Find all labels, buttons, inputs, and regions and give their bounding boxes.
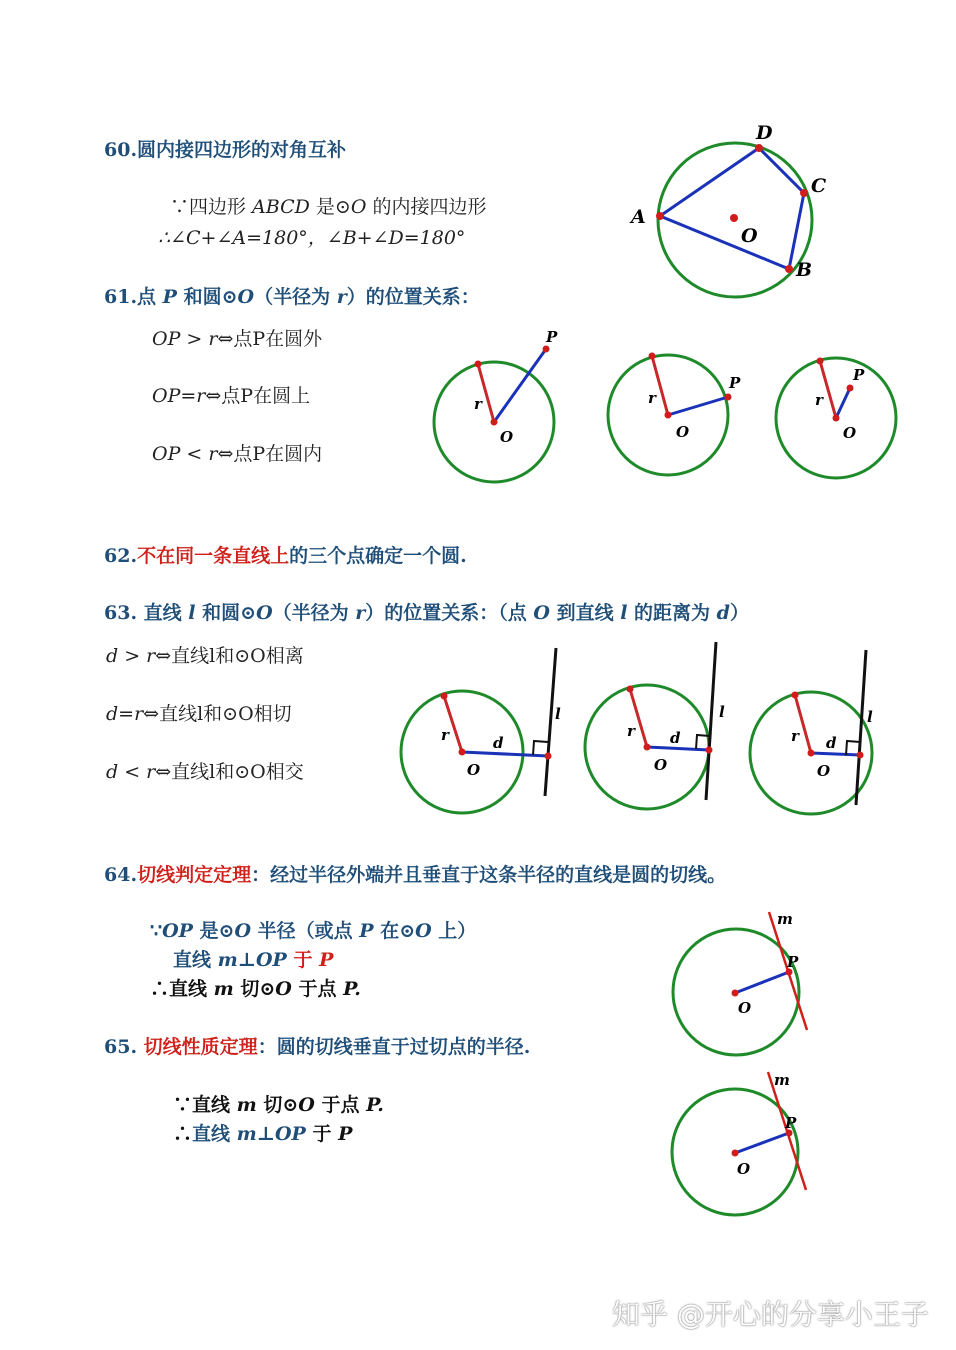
center-o — [491, 419, 498, 426]
text: ⇔直线l和⊙O相交 — [155, 761, 304, 783]
label-m: m — [774, 1071, 790, 1089]
text: 62. — [104, 545, 138, 567]
label-o: O — [467, 761, 481, 779]
figure-63-line-tangent — [585, 642, 725, 809]
text: 于点 — [314, 1094, 367, 1116]
text: ∵直线 — [173, 1094, 237, 1116]
text: ⇔点P在圆内 — [217, 443, 323, 465]
text: OP — [275, 1123, 306, 1145]
text: P — [162, 286, 177, 308]
text: OP < r — [152, 443, 218, 465]
text: O — [237, 286, 255, 308]
text: ⇔点P在圆外 — [217, 328, 323, 350]
distance-d — [647, 747, 709, 750]
label-o: O — [741, 225, 758, 247]
text: ⊥ — [237, 949, 256, 971]
text: ：圆的切线垂直于过切点的半径. — [257, 1036, 531, 1058]
label-p: P — [853, 366, 865, 384]
segment-op — [836, 388, 850, 418]
label-c: C — [811, 175, 827, 197]
text: m — [213, 978, 234, 1000]
label-o: O — [500, 428, 514, 446]
label-p: P — [787, 953, 799, 971]
text: ABCD — [252, 196, 310, 218]
text: 于 — [305, 1123, 339, 1145]
text: O — [256, 602, 273, 624]
text: P. — [366, 1094, 384, 1116]
radius-r — [820, 361, 836, 418]
text: OP — [162, 920, 193, 942]
foot-point — [545, 753, 552, 760]
label-p: P — [785, 1114, 797, 1132]
point-c — [800, 189, 808, 197]
text: d > r — [106, 645, 156, 667]
text: P. — [343, 978, 361, 1000]
figure-63-line-separate — [401, 648, 561, 813]
point-b — [785, 265, 793, 273]
text: r — [355, 602, 366, 624]
text: 在⊙ — [373, 920, 416, 942]
text: 直线 — [192, 1123, 237, 1145]
foot-point — [857, 752, 864, 759]
figure-65-tangent-property — [672, 1071, 806, 1215]
label-o: O — [737, 1160, 751, 1178]
radius-op — [735, 972, 789, 993]
text: 切⊙ — [256, 1094, 299, 1116]
text: OP — [255, 949, 287, 971]
figure-64-tangent-criterion — [673, 910, 807, 1055]
text: （半径为 — [254, 286, 337, 308]
point-p — [725, 394, 732, 401]
text: ） — [729, 602, 749, 624]
text: 不在同一条直线上 — [137, 545, 290, 567]
figure-63-line-intersect — [750, 650, 873, 814]
text: ∴直线 — [150, 978, 214, 1000]
text: 和圆⊙ — [176, 286, 238, 308]
text: ）的位置关系： — [346, 286, 480, 308]
text: O — [533, 602, 550, 624]
text: ⇔直线l和⊙O相切 — [143, 703, 292, 725]
label-o: O — [843, 424, 857, 442]
radius-op — [735, 1133, 789, 1153]
point-p — [543, 346, 550, 353]
figure-61-point-on — [608, 353, 741, 476]
text: O — [415, 920, 432, 942]
label-r: r — [815, 391, 823, 409]
center-o — [833, 415, 840, 422]
text: ）的位置关系：（点 — [365, 602, 534, 624]
segment-op — [494, 349, 546, 422]
label-l: l — [719, 703, 725, 721]
text: 的内接四边形 — [366, 196, 487, 218]
label-r: r — [627, 722, 635, 740]
text: ⊥ — [256, 1123, 275, 1145]
text: 的三个点确定一个圆. — [289, 545, 467, 567]
figure-61-point-outside — [434, 328, 558, 482]
figure-61-point-inside — [776, 358, 896, 479]
label-o: O — [738, 999, 752, 1017]
text: 和圆⊙ — [195, 602, 257, 624]
text: 于点 — [291, 978, 344, 1000]
label-d: d — [826, 734, 837, 752]
radius-end — [817, 358, 824, 365]
radius-end — [792, 692, 799, 699]
line-l — [706, 642, 716, 800]
right-angle-mark — [533, 741, 548, 755]
text: OP > r — [152, 328, 218, 350]
text: O — [234, 920, 252, 942]
text: 是⊙ — [309, 196, 351, 218]
label-l: l — [867, 708, 873, 726]
text: O — [350, 196, 367, 218]
text: m — [217, 949, 238, 971]
point-p — [847, 385, 854, 392]
center-o — [459, 749, 466, 756]
point-d — [755, 144, 763, 152]
section-60-line2: ∴∠C+∠A=180°，∠B+∠D=180° — [158, 227, 466, 249]
center-o — [808, 750, 815, 757]
text: 于 — [286, 949, 320, 971]
watermark: 知乎 @开心的分享小王子 — [612, 1298, 929, 1331]
label-d: d — [670, 729, 681, 747]
text: 切线判定定理 — [137, 864, 252, 886]
text: 61.点 — [104, 286, 163, 308]
segment-op — [668, 397, 728, 415]
label-p: P — [546, 328, 558, 346]
distance-d — [811, 753, 860, 755]
label-o: O — [654, 756, 668, 774]
radius-end — [649, 353, 656, 360]
text: m — [236, 1094, 257, 1116]
label-b: B — [796, 259, 813, 281]
label-p: P — [729, 374, 741, 392]
radius-r — [478, 364, 494, 422]
radius-end — [441, 693, 448, 700]
text: 上） — [431, 920, 477, 942]
text: ∵四边形 — [170, 196, 253, 218]
text: ：经过半径外端并且垂直于这条半径的直线是圆的切线。 — [251, 864, 727, 886]
center-o — [644, 744, 651, 751]
text: O — [275, 978, 292, 1000]
distance-d — [462, 752, 548, 756]
radius-end — [627, 686, 634, 693]
text: l — [620, 602, 628, 624]
text: 65. — [104, 1036, 144, 1058]
text: ∵ — [150, 920, 163, 942]
text: d < r — [106, 761, 156, 783]
label-o: O — [676, 423, 690, 441]
label-m: m — [777, 910, 793, 928]
text: （半径为 — [272, 602, 356, 624]
text: 的距离为 — [627, 602, 717, 624]
text: P — [359, 920, 374, 942]
label-a: A — [631, 206, 646, 228]
text: 切⊙ — [233, 978, 276, 1000]
text: OP=r — [152, 385, 206, 407]
label-o: O — [817, 762, 831, 780]
text: d — [716, 602, 730, 624]
text: 64. — [104, 864, 138, 886]
point-a — [656, 212, 664, 220]
label-l: l — [555, 705, 561, 723]
text: O — [298, 1094, 315, 1116]
label-d: D — [756, 122, 773, 144]
text: r — [336, 286, 347, 308]
section-60-title: 60.圆内接四边形的对角互补 — [104, 139, 347, 161]
label-r: r — [441, 726, 449, 744]
label-d: d — [493, 734, 504, 752]
text: ⇔直线l和⊙O相离 — [155, 645, 304, 667]
label-r: r — [648, 389, 656, 407]
center-o — [732, 1150, 739, 1157]
radius-end — [475, 361, 482, 368]
text: 到直线 — [549, 602, 621, 624]
text: 切线性质定理 — [143, 1036, 258, 1058]
text: P — [338, 1123, 353, 1145]
text: 半径（或点 — [251, 920, 360, 942]
text: m — [236, 1123, 257, 1145]
text: d=r — [106, 703, 144, 725]
text: 63. 直线 — [104, 602, 189, 624]
center-o — [732, 990, 739, 997]
text: ∴ — [173, 1123, 193, 1145]
label-r: r — [474, 395, 482, 413]
label-r: r — [791, 727, 799, 745]
center-o — [730, 214, 738, 222]
figure-60-cyclic-quadrilateral — [629, 122, 826, 297]
text: 直线 — [173, 949, 218, 971]
text: P — [319, 949, 334, 971]
foot-point — [706, 747, 713, 754]
text: ⇔点P在圆上 — [205, 385, 311, 407]
center-o — [665, 412, 672, 419]
text: 是⊙ — [192, 920, 235, 942]
text: l — [188, 602, 196, 624]
